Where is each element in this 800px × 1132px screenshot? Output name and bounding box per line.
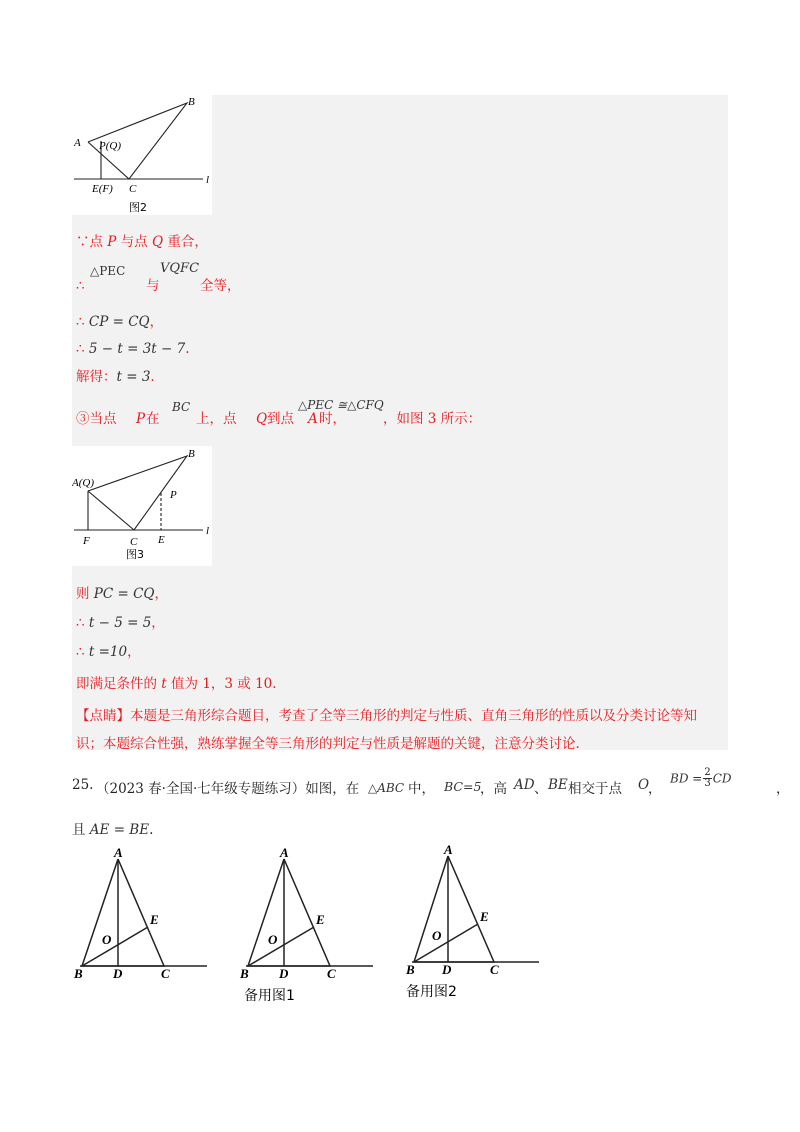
text-segment: 时，	[319, 411, 346, 427]
line-t-10	[76, 643, 141, 661]
comment-line-2: 识；本题综合性强，熟练掌握全等三角形的判定与性质是解题的关键，注意分类讨论.	[76, 736, 580, 752]
equation: t − 5 = 5	[88, 615, 152, 631]
line-cp-cq	[76, 313, 163, 331]
fig-b2-label-a: A	[444, 842, 453, 857]
text-segment: ，	[154, 586, 169, 602]
text-segment: ，	[149, 314, 164, 330]
fig3-caption: 图3	[126, 548, 144, 561]
question-25-line-2	[72, 818, 153, 838]
fig-main-label-c: C	[161, 966, 170, 981]
var-t: t	[161, 676, 167, 692]
figure-main	[72, 840, 212, 990]
fig-b1-label-e: E	[316, 912, 325, 927]
fig2-label-ef: E(F)	[92, 183, 113, 195]
line-equation	[76, 340, 190, 358]
fraction-two-thirds	[703, 768, 711, 789]
congruence-statement: △PEC ≅△CFQ	[298, 398, 384, 412]
fig2-label-b: B	[188, 96, 195, 108]
bd-ratio	[670, 768, 732, 789]
text-segment: 与	[146, 278, 160, 294]
text-segment: 上，点	[196, 411, 237, 427]
text-segment: ，	[776, 781, 790, 797]
fraction-numerator: 2	[704, 767, 711, 778]
fig-b1-label-c: C	[327, 966, 336, 981]
equation: t =10	[88, 644, 128, 660]
line-solve	[76, 368, 155, 386]
text-segment: ，	[151, 615, 165, 631]
text-segment: ，	[127, 644, 141, 660]
fig-b2-label-d: D	[442, 962, 452, 977]
fig-b1-label-o: O	[268, 932, 278, 947]
line-coincide	[76, 233, 208, 251]
equation: PC = CQ	[93, 586, 155, 602]
var-a: A	[308, 411, 318, 427]
fig2-label-pq: P(Q)	[99, 140, 121, 152]
text-segment: 值为 1，3 或 10.	[166, 676, 277, 692]
altitude-be: BE	[548, 777, 568, 793]
fig-b1-label-a: A	[280, 845, 289, 860]
text-segment: 且	[72, 822, 90, 838]
text-segment: ，高	[480, 781, 507, 797]
text-segment: 到点	[267, 411, 294, 427]
var-p: P	[136, 411, 146, 427]
text-segment: ∵点	[76, 234, 108, 250]
fig-b2-label-b: B	[406, 962, 415, 977]
figure-2	[72, 95, 212, 215]
therefore-symbol: ∴	[76, 615, 89, 631]
fig-main-label-e: E	[150, 912, 159, 927]
fig-main-label-a: A	[114, 845, 123, 860]
text-segment: .	[185, 341, 190, 357]
fig-main-label-b: B	[74, 966, 83, 981]
equation: 5 − t = 3t − 7	[88, 341, 186, 357]
text-segment: 中，	[408, 781, 435, 797]
fig-b2-label-o: O	[432, 928, 442, 943]
therefore-symbol: ∴	[76, 278, 85, 294]
text-segment: 相交于点	[568, 781, 622, 797]
triangle-abc: △ABC	[368, 781, 405, 795]
equation: CP = CQ	[88, 314, 150, 330]
text-segment: 、	[534, 781, 548, 797]
fig3-label-l: l	[206, 525, 210, 537]
text-segment: 解得：	[76, 369, 117, 385]
fig-b1-label-d: D	[279, 966, 289, 981]
text-segment: 即满足条件的	[76, 676, 162, 692]
bc-value: BC=5	[444, 779, 482, 794]
text-segment: 重合，	[163, 234, 208, 250]
fraction-denominator: 3	[704, 778, 711, 789]
fig3-label-b: B	[188, 448, 195, 460]
fig2-label-l: l	[206, 174, 210, 186]
text-segment: ，	[648, 781, 662, 797]
fig-b2-label-c: C	[490, 962, 499, 977]
comment-line-1: 【点睛】本题是三角形综合题目，考查了全等三角形的判定与性质、直角三角形的性质以及分类讨论等知	[76, 708, 697, 724]
backup-figure-2-caption: 备用图2	[406, 984, 457, 1000]
cd-label: CD	[712, 771, 732, 786]
equation: t = 3	[116, 369, 151, 385]
triangle-qfc: VQFC	[160, 261, 200, 276]
fig3-label-aq: A(Q)	[72, 477, 94, 489]
line-pc-cq	[76, 585, 168, 603]
figure-backup-2	[404, 840, 544, 1010]
text-segment: 在	[146, 411, 160, 427]
text-segment: 与点	[116, 234, 152, 250]
line-t-minus	[76, 614, 165, 632]
var-p: P	[107, 234, 117, 250]
therefore-symbol: ∴	[76, 341, 89, 357]
fig3-label-e: E	[158, 534, 165, 546]
question-source: （2023 春·全国·七年级专题练习）如图，在	[96, 781, 360, 797]
text-segment: ③当点	[76, 411, 117, 427]
text-segment: ，如图 3 所示：	[383, 411, 482, 427]
fig-b2-label-e: E	[480, 909, 489, 924]
fig-b1-label-b: B	[240, 966, 249, 981]
line-conclusion	[76, 675, 277, 693]
fig3-label-p: P	[170, 489, 177, 501]
fig-main-label-d: D	[113, 966, 123, 981]
segment-bc: BC	[172, 400, 191, 414]
figure-backup-1	[238, 840, 378, 1010]
fig3-label-c: C	[130, 536, 138, 548]
var-q: Q	[256, 411, 268, 427]
text-segment: 则	[76, 586, 94, 602]
fig2-label-c: C	[129, 183, 137, 195]
fig2-label-a: A	[74, 137, 81, 149]
text-segment: .	[149, 822, 154, 838]
triangle-pec: △PEC	[90, 264, 126, 278]
therefore-symbol: ∴	[76, 314, 89, 330]
fig-main-label-o: O	[102, 932, 112, 947]
var-q: Q	[151, 234, 164, 250]
question-number: 25.	[72, 777, 94, 793]
altitude-ad: AD	[514, 777, 535, 793]
point-o: O	[638, 777, 650, 793]
fig3-label-f: F	[83, 535, 90, 547]
question-25	[72, 767, 790, 800]
fig2-caption: 图2	[129, 201, 147, 214]
equation-ae-be: AE = BE	[89, 822, 150, 838]
text-segment: .	[150, 369, 155, 385]
backup-figure-1-caption: 备用图1	[244, 988, 295, 1004]
figure-3	[72, 446, 212, 566]
text-segment: 全等，	[200, 278, 241, 294]
bd-label: BD =	[670, 771, 703, 786]
therefore-symbol: ∴	[76, 644, 89, 660]
